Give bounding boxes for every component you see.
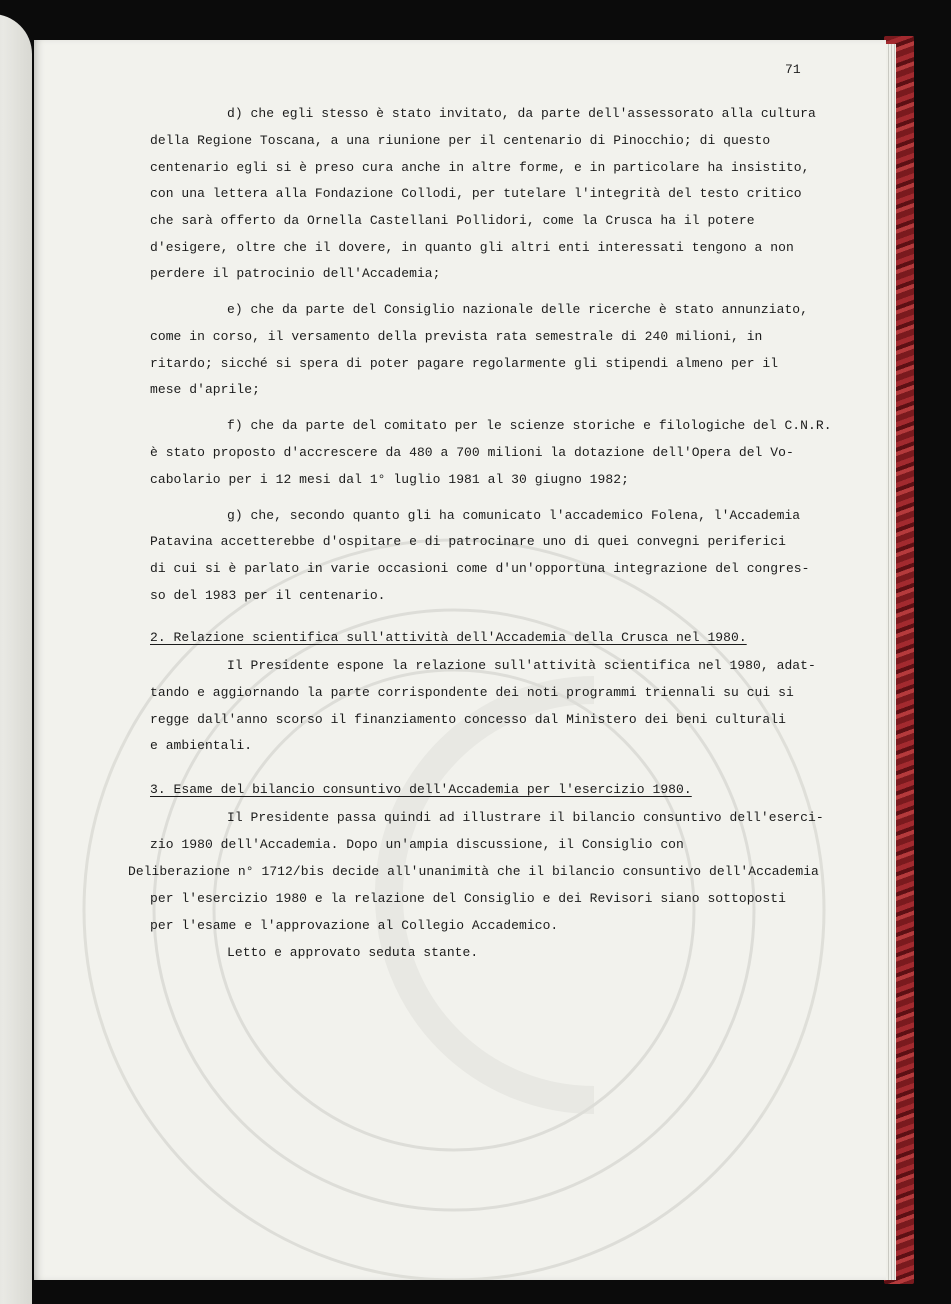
section-heading: 3. Esame del bilancio consuntivo dell'Accademia per l'esercizio 1980. — [150, 782, 692, 797]
paragraph-line: centenario egli si è preso cura anche in altre forme, e in particolare ha insistito, — [150, 160, 810, 175]
paragraph-line: Deliberazione n° 1712/bis decide all'unanimità che il bilancio consuntivo dell'Accademia — [128, 864, 819, 879]
paragraph-line: Il Presidente passa quindi ad illustrare il bilancio consuntivo dell'eserci- — [227, 810, 824, 825]
paragraph-line: che sarà offerto da Ornella Castellani Pollidori, come la Crusca ha il potere — [150, 213, 755, 228]
paragraph-line: cabolario per i 12 mesi dal 1° luglio 1981 al 30 giugno 1982; — [150, 472, 629, 487]
paragraph-line: mese d'aprile; — [150, 382, 260, 397]
paragraph-line: Il Presidente espone la relazione sull'attività scientifica nel 1980, adat- — [227, 658, 816, 673]
paragraph-line: per l'esame e l'approvazione al Collegio Accademico. — [150, 918, 559, 933]
paragraph-line: di cui si è parlato in varie occasioni come d'un'opportuna integrazione del congres- — [150, 561, 810, 576]
paragraph-line: zio 1980 dell'Accademia. Dopo un'ampia discussione, il Consiglio con — [150, 837, 684, 852]
facing-page-edge — [0, 14, 32, 1304]
paragraph-line: della Regione Toscana, a una riunione per il centenario di Pinocchio; di questo — [150, 133, 771, 148]
paragraph-line: g) che, secondo quanto gli ha comunicato l'accademico Folena, l'Accademia — [227, 508, 801, 523]
paragraph-line: e ambientali. — [150, 738, 253, 753]
paragraph-line: perdere il patrocinio dell'Accademia; — [150, 266, 441, 281]
paragraph-line: Patavina accetterebbe d'ospitare e di patrocinare uno di quei convegni periferici — [150, 534, 786, 549]
paragraph-line: con una lettera alla Fondazione Collodi, per tutelare l'integrità del testo critico — [150, 186, 802, 201]
section-heading: 2. Relazione scientifica sull'attività dell'Accademia della Crusca nel 1980. — [150, 630, 747, 645]
paragraph-line: d'esigere, oltre che il dovere, in quanto gli altri enti interessati tengono a non — [150, 240, 794, 255]
paragraph-line: tando e aggiornando la parte corrispondente dei noti programmi triennali su cui si — [150, 685, 794, 700]
paragraph-line: come in corso, il versamento della prevista rata semestrale di 240 milioni, in — [150, 329, 763, 344]
paragraph-line: per l'esercizio 1980 e la relazione del Consiglio e dei Revisori siano sottoposti — [150, 891, 786, 906]
paragraph-line: e) che da parte del Consiglio nazionale delle ricerche è stato annunziato, — [227, 302, 808, 317]
paragraph-line: f) che da parte del comitato per le scienze storiche e filologiche del C.N.R. — [227, 418, 832, 433]
paragraph-line: è stato proposto d'accrescere da 480 a 700 milioni la dotazione dell'Opera del Vo- — [150, 445, 794, 460]
document-page — [34, 40, 886, 1280]
paragraph-line: ritardo; sicché si spera di poter pagare regolarmente gli stipendi almeno per il — [150, 356, 779, 371]
paragraph-line: so del 1983 per il centenario. — [150, 588, 386, 603]
paragraph-line: d) che egli stesso è stato invitato, da parte dell'assessorato alla cultura — [227, 106, 816, 121]
closing-line: Letto e approvato seduta stante. — [227, 945, 479, 960]
page-number: 71 — [785, 62, 801, 77]
paragraph-line: regge dall'anno scorso il finanziamento concesso dal Ministero dei beni culturali — [150, 712, 786, 727]
